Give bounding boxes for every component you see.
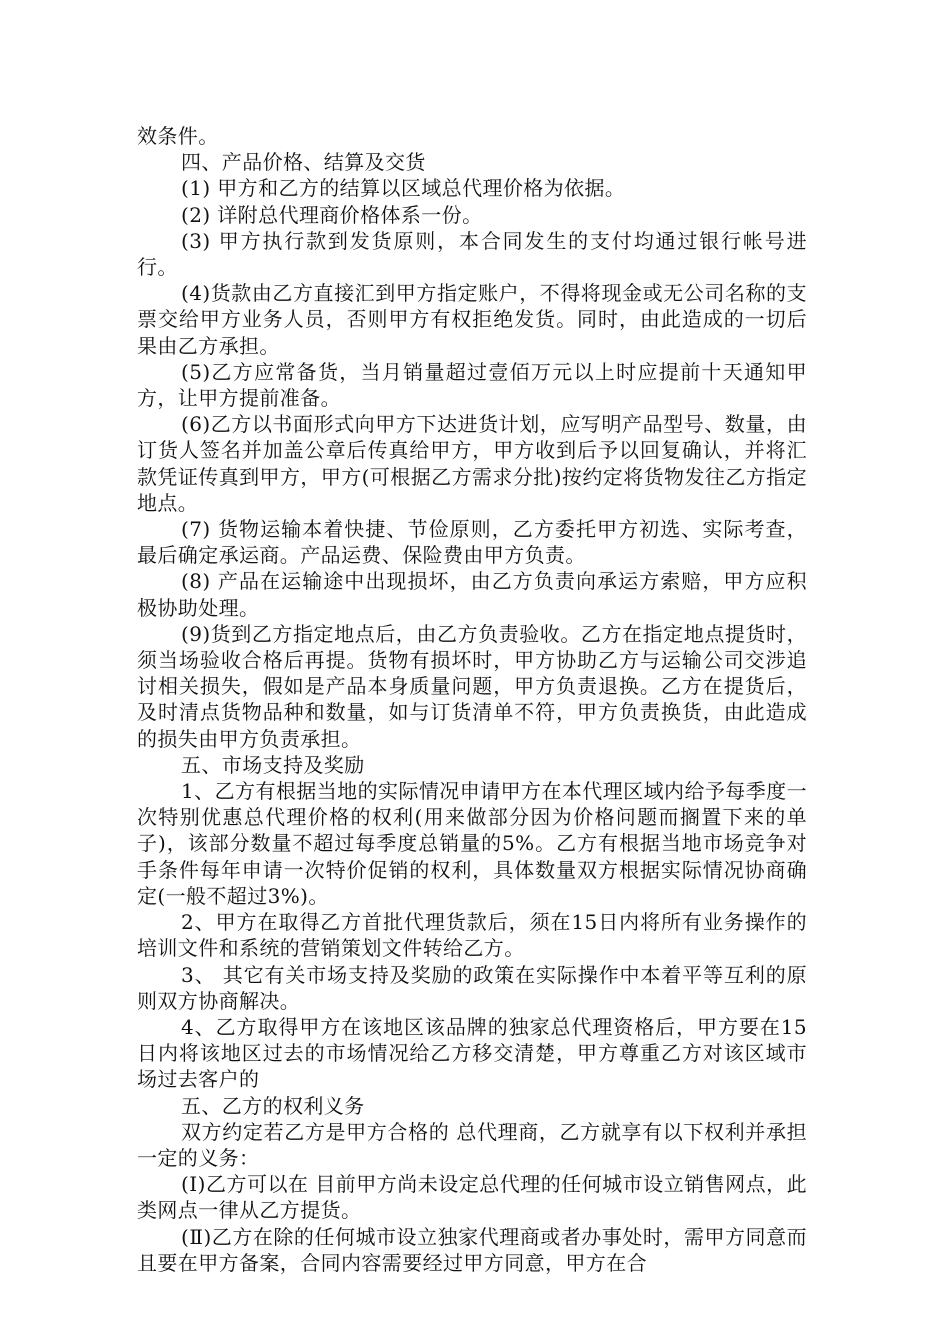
section-heading-market-support: 五、市场支持及奖励 [181, 752, 365, 777]
rights-intro: 双方约定若乙方是甲方合格的 总代理商，乙方就享有以下权利并承担一定的义务： [137, 1119, 807, 1170]
document-body [137, 123, 807, 1276]
clause-1: (1) 甲方和乙方的结算以区域总代理价格为依据。 [181, 176, 626, 201]
clause-4: (4)货款由乙方直接汇到甲方指定账户，不得将现金或无公司名称的支票交给甲方业务人员，否则甲方有权拒绝发货。同时，由此造成的一切后果由乙方承担。 [137, 281, 807, 358]
section-heading-pricing: 四、产品价格、结算及交货 [181, 150, 426, 175]
rights-item-1: (Ⅰ)乙方可以在 目前甲方尚未设定总代理的任何城市设立销售网点，此类网点一律从乙方提货。 [137, 1172, 807, 1223]
paragraph-continuation: 效条件。 [137, 124, 219, 148]
rights-item-2: (Ⅱ)乙方在除的任何城市设立独家代理商或者办事处时，需甲方同意而且要在甲方备案，合同内容需要经过甲方同意，甲方在合 [137, 1224, 807, 1275]
support-item-1: 1、乙方有根据当地的实际情况申请甲方在本代理区域内给予每季度一次特别优惠总代理价格的权利(用来做部分因为价格问题而搁置下来的单子)，该部分数量不超过每季度总销量的5%。乙方有根据当地市场竞争对手条件每年申请一次特价促销的权利，具体数量双方根据实际情况协商确定(一般不超过3%)。 [137, 779, 807, 908]
section-heading-rights: 五、乙方的权利义务 [181, 1093, 365, 1118]
clause-3: (3) 甲方执行款到发货原则，本合同发生的支付均通过银行帐号进行。 [137, 228, 807, 280]
support-item-3: 3、 其它有关市场支持及奖励的政策在实际操作中本着平等互利的原则双方协商解决。 [137, 962, 807, 1013]
clause-8: (8) 产品在运输途中出现损坏，由乙方负责向承运方索赔，甲方应积极协助处理。 [137, 569, 807, 620]
clause-9: (9)货到乙方指定地点后，由乙方负责验收。乙方在指定地点提货时，须当场验收合格后再提。货物有损坏时，甲方协助乙方与运输公司交涉追讨相关损失，假如是产品本身质量问题，甲方负责退换。乙方在提货后，及时清点货物品种和数量，如与订货清单不符，甲方负责换货，由此造成的损失由甲方负责承担。 [137, 621, 807, 751]
clause-2: (2) 详附总代理商价格体系一份。 [181, 202, 483, 227]
support-item-4: 4、乙方取得甲方在该地区该品牌的独家总代理资格后，甲方要在15日内将该地区过去的市场情况给乙方移交清楚，甲方尊重乙方对该区域市场过去客户的 [137, 1014, 807, 1092]
clause-5: (5)乙方应常备货，当月销量超过壹佰万元以上时应提前十天通知甲方，让甲方提前准备。 [137, 359, 807, 411]
clause-6: (6)乙方以书面形式向甲方下达进货计划，应写明产品型号、数量，由订货人签名并加盖公章后传真给甲方，甲方收到后予以回复确认，并将汇款凭证传真到甲方，甲方(可根据乙方需求分批)按约定将货物发往乙方指定地点。 [137, 412, 807, 515]
clause-7: (7) 货物运输本着快捷、节俭原则，乙方委托甲方初选、实际考查，最后确定承运商。产品运费、保险费由甲方负责。 [137, 517, 807, 568]
support-item-2: 2、甲方在取得乙方首批代理货款后，须在15日内将所有业务操作的培训文件和系统的营销策划文件转给乙方。 [137, 910, 807, 961]
